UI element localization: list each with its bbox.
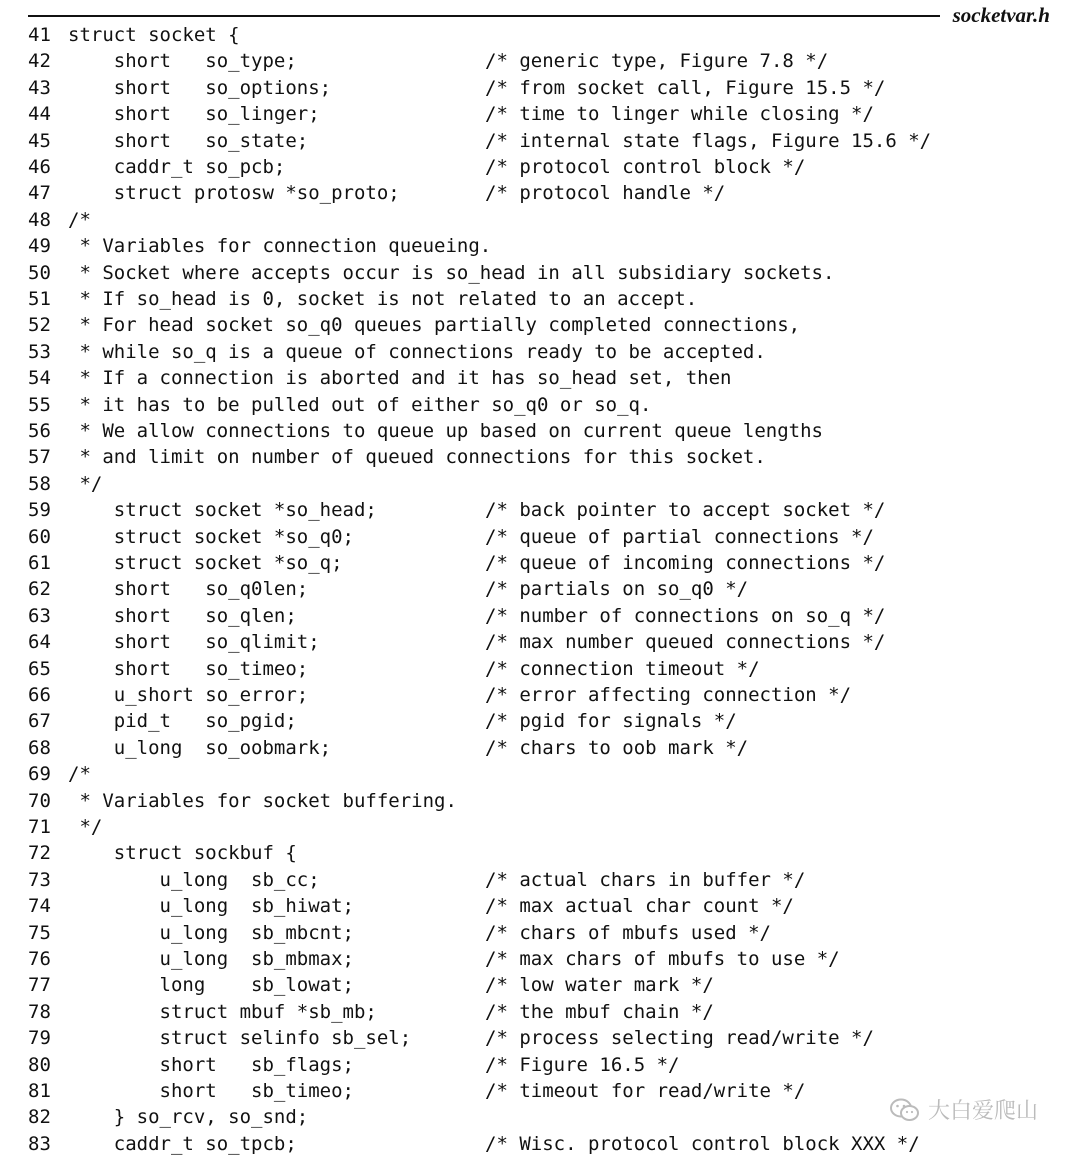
code-comment: /* chars to oob mark */ [485,736,749,759]
code-text: short so_state; [68,129,309,152]
code-text: /* [68,208,91,231]
code-text: u_short so_error; [68,684,309,706]
code-text: short sb_flags; [68,1053,354,1076]
code-comment: /* number of connections on so_q */ [485,604,886,627]
code-text: u_long sb_mbmax; [68,948,354,970]
code-text: struct selinfo sb_sel; [68,1027,412,1050]
code-text: short so_qlen; [68,604,297,627]
line-number: 50 [28,261,51,284]
code-text: * and limit on number of queued connections for this socket. [68,446,766,469]
line-number: 80 [28,1053,51,1076]
code-comment: /* time to linger while closing */ [485,103,874,126]
line-number: 64 [28,631,51,654]
code-comment: /* the mbuf chain */ [485,1000,714,1023]
code-text: short so_linger; [68,103,320,126]
code-text: pid_t so_pgid; [68,710,297,733]
code-text: short so_timeo; [68,657,309,680]
line-number: 46 [28,156,51,178]
line-number: 56 [28,420,51,442]
line-number: 42 [28,50,51,73]
code-text: * Socket where accepts occur is so_head in all subsidiary sockets. [68,261,835,284]
line-number: 52 [28,314,51,337]
watermark-text: 大白爱爬山 [927,1099,1038,1124]
line-number: 78 [28,1000,51,1023]
code-comment: /* Figure 16.5 */ [485,1053,680,1076]
line-number: 67 [28,710,51,733]
code-text: u_long sb_cc; [68,868,320,891]
line-number: 74 [28,895,51,918]
code-comment: /* protocol control block */ [485,156,806,178]
code-comment: /* internal state flags, Figure 15.6 */ [485,129,932,152]
code-text: */ [68,472,103,495]
wechat-icon [890,1097,920,1123]
line-number: 77 [28,974,51,997]
line-number: 41 [28,24,51,46]
code-comment: /* Wisc. protocol control block XXX */ [485,1132,920,1155]
line-number: 68 [28,736,51,759]
line-number: 51 [28,288,51,310]
code-comment: /* low water mark */ [485,974,714,997]
code-text: * For head socket so_q0 queues partially completed connections, [68,314,801,337]
line-number: 55 [28,393,51,416]
code-comment: /* max actual char count */ [485,895,794,918]
line-number: 70 [28,789,51,812]
line-number: 81 [28,1080,51,1102]
line-number: 57 [28,446,51,469]
code-text: u_long sb_mbcnt; [68,921,354,944]
code-text: * Variables for connection queueing. [68,235,492,258]
code-comment: /* chars of mbufs used */ [485,921,771,944]
line-number: 53 [28,340,51,363]
code-text: short sb_timeo; [68,1080,354,1102]
code-comment: /* actual chars in buffer */ [485,868,806,891]
code-comment: /* process selecting read/write */ [485,1027,874,1050]
line-number: 45 [28,129,51,152]
code-text: } so_rcv, so_snd; [68,1106,309,1129]
line-number: 47 [28,182,51,205]
code-comment: /* connection timeout */ [485,657,760,680]
code-comment: /* back pointer to accept socket */ [485,499,886,522]
code-text: struct protosw *so_proto; [68,182,400,205]
line-number: 65 [28,657,51,680]
code-text: long sb_lowat; [68,974,354,997]
code-text: struct mbuf *sb_mb; [68,1000,377,1023]
code-text: short so_options; [68,76,332,99]
code-comment: /* from socket call, Figure 15.5 */ [485,76,886,99]
line-number: 73 [28,868,51,891]
code-text: short so_type; [68,50,297,73]
code-text: * If so_head is 0, socket is not related to an accept. [68,288,698,310]
file-name-label: socketvar.h [952,3,1050,27]
code-comment: /* pgid for signals */ [485,710,737,733]
code-text: caddr_t so_pcb; [68,156,286,178]
code-text: * Variables for socket buffering. [68,789,457,812]
line-number: 66 [28,684,51,706]
line-number: 44 [28,103,51,126]
code-text: u_long so_oobmark; [68,736,332,759]
code-text: u_long sb_hiwat; [68,895,354,918]
code-text: * while so_q is a queue of connections ready to be accepted. [68,340,766,363]
code-text: short so_qlimit; [68,631,320,654]
code-comment: /* timeout for read/write */ [485,1080,806,1102]
header-rule [28,15,940,17]
line-number: 49 [28,235,51,258]
code-text: * it has to be pulled out of either so_q0 or so_q. [68,393,652,416]
line-number: 61 [28,552,51,574]
line-number: 59 [28,499,51,522]
watermark [890,1094,1038,1125]
code-text: struct socket *so_head; [68,499,377,522]
line-number: 71 [28,816,51,838]
code-text: caddr_t so_tpcb; [68,1132,297,1155]
line-number: 82 [28,1106,51,1129]
line-number: 63 [28,604,51,627]
line-number: 54 [28,367,51,390]
code-text: struct socket { [68,24,240,46]
line-number: 75 [28,921,51,944]
code-text: /* [68,763,91,786]
code-comment: /* queue of partial connections */ [485,525,874,548]
line-number: 60 [28,525,51,548]
code-comment: /* max chars of mbufs to use */ [485,948,840,970]
line-number: 48 [28,208,51,231]
code-text: short so_q0len; [68,578,309,601]
line-number: 62 [28,578,51,601]
code-comment: /* protocol handle */ [485,182,726,205]
code-comment: /* queue of incoming connections */ [485,552,886,574]
code-text: struct sockbuf { [68,842,297,865]
code-comment: /* max number queued connections */ [485,631,886,654]
line-number: 43 [28,76,51,99]
code-comment: /* error affecting connection */ [485,684,852,706]
line-number: 76 [28,948,51,970]
code-comment: /* partials on so_q0 */ [485,578,749,601]
code-text: * If a connection is aborted and it has so_head set, then [68,367,732,390]
line-number: 58 [28,472,51,495]
code-text: struct socket *so_q; [68,552,343,574]
line-number: 69 [28,763,51,786]
line-number: 79 [28,1027,51,1050]
line-number: 72 [28,842,51,865]
code-text: struct socket *so_q0; [68,525,354,548]
code-text: */ [68,816,103,838]
code-comment: /* generic type, Figure 7.8 */ [485,50,829,73]
code-text: * We allow connections to queue up based on current queue lengths [68,420,823,442]
line-number: 83 [28,1132,51,1155]
